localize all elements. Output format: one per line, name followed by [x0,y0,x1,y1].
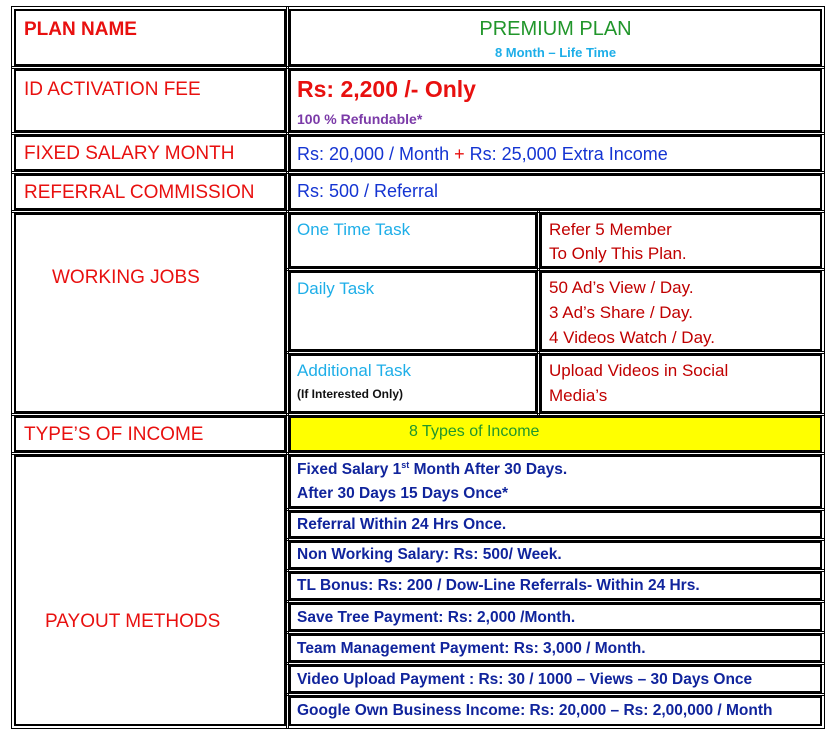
income-types-label-cell [14,416,286,452]
task-detail-line: 50 Ad’s View / Day. [549,278,694,297]
income-types-value: 8 Types of Income [409,423,540,440]
activation-fee-label-cell [14,69,286,132]
task-detail-cell-one-time [540,213,822,268]
task-name-one-time: One Time Task [297,220,411,239]
payout-item-cell [289,511,822,538]
task-detail-cell-additional [540,354,822,413]
payout-item-cell [289,603,822,631]
plus-sign: + [454,144,465,164]
task-detail-line: Upload Videos in Social [549,361,729,380]
activation-fee-value-cell [289,69,822,132]
task-detail-line: Media’s [549,386,608,405]
refundable-note: 100 % Refundable* [297,111,423,127]
extra-income: Rs: 25,000 Extra Income [469,144,668,164]
payout-item-cell [289,696,822,726]
task-name-additional: Additional Task [297,361,412,380]
payout-item-text: Fixed Salary 1 [297,461,402,478]
fixed-salary-label-cell [14,135,286,171]
plan-name-value: PREMIUM PLAN [479,18,632,40]
activation-fee-value: Rs: 2,200 /- Only [297,76,476,102]
fixed-salary-label: FIXED SALARY MONTH [24,143,235,164]
superscript: st [401,459,410,470]
activation-fee-label: ID ACTIVATION FEE [24,79,201,100]
task-note-additional: (If Interested Only) [297,387,404,401]
referral-label: REFERRAL COMMISSION [24,182,255,203]
income-types-value-cell [289,416,822,452]
payout-methods-label-cell [14,455,286,726]
payout-item-fixed-salary-line2: After 30 Days 15 Days Once* [297,485,509,502]
task-name-cell-additional [289,354,537,413]
payout-item-fixed-salary [297,461,567,479]
payout-item: TL Bonus: Rs: 200 / Dow-Line Referrals- Within 24 Hrs. [297,577,700,594]
payout-item: Non Working Salary: Rs: 500/ Week. [297,546,562,563]
task-detail-line: 4 Videos Watch / Day. [549,328,715,347]
task-name-cell-daily [289,271,537,351]
working-jobs-label-cell [14,213,286,413]
referral-value: Rs: 500 / Referral [297,181,439,201]
task-detail-cell-daily [540,271,822,351]
fixed-salary-value-cell [289,135,822,171]
referral-value-cell [289,174,822,210]
payout-item-cell [289,572,822,600]
payout-item-text: Month After 30 Days. [409,461,568,478]
payout-item-cell [289,455,822,508]
payout-item-cell [289,665,822,693]
payout-item: Google Own Business Income: Rs: 20,000 – Rs: 2,00,000 / Month [297,702,773,719]
task-name-cell-one-time [289,213,537,268]
payout-item-cell [289,541,822,569]
plan-name-label-cell [14,9,286,66]
task-name-daily: Daily Task [297,279,375,298]
task-detail-line: To Only This Plan. [549,244,687,263]
working-jobs-label: WORKING JOBS [52,267,200,288]
plan-duration: 8 Month – Life Time [494,45,617,60]
income-types-label: TYPE’S OF INCOME [24,424,204,445]
referral-label-cell [14,174,286,210]
payout-item: Referral Within 24 Hrs Once. [297,516,507,533]
salary-amount: Rs: 20,000 / Month [297,144,450,164]
payout-methods-label: PAYOUT METHODS [45,611,221,632]
payout-item: Video Upload Payment : Rs: 30 / 1000 – Views – 30 Days Once [297,671,753,688]
payout-item: Team Management Payment: Rs: 3,000 / Month. [297,640,646,657]
payout-item-cell [289,634,822,662]
plan-name-value-cell [289,9,822,66]
task-detail-line: 3 Ad’s Share / Day. [549,303,693,322]
payout-item: Save Tree Payment: Rs: 2,000 /Month. [297,609,576,626]
task-detail-line: Refer 5 Member [549,220,672,239]
plan-name-label: PLAN NAME [24,19,137,40]
fixed-salary-value [297,144,668,165]
